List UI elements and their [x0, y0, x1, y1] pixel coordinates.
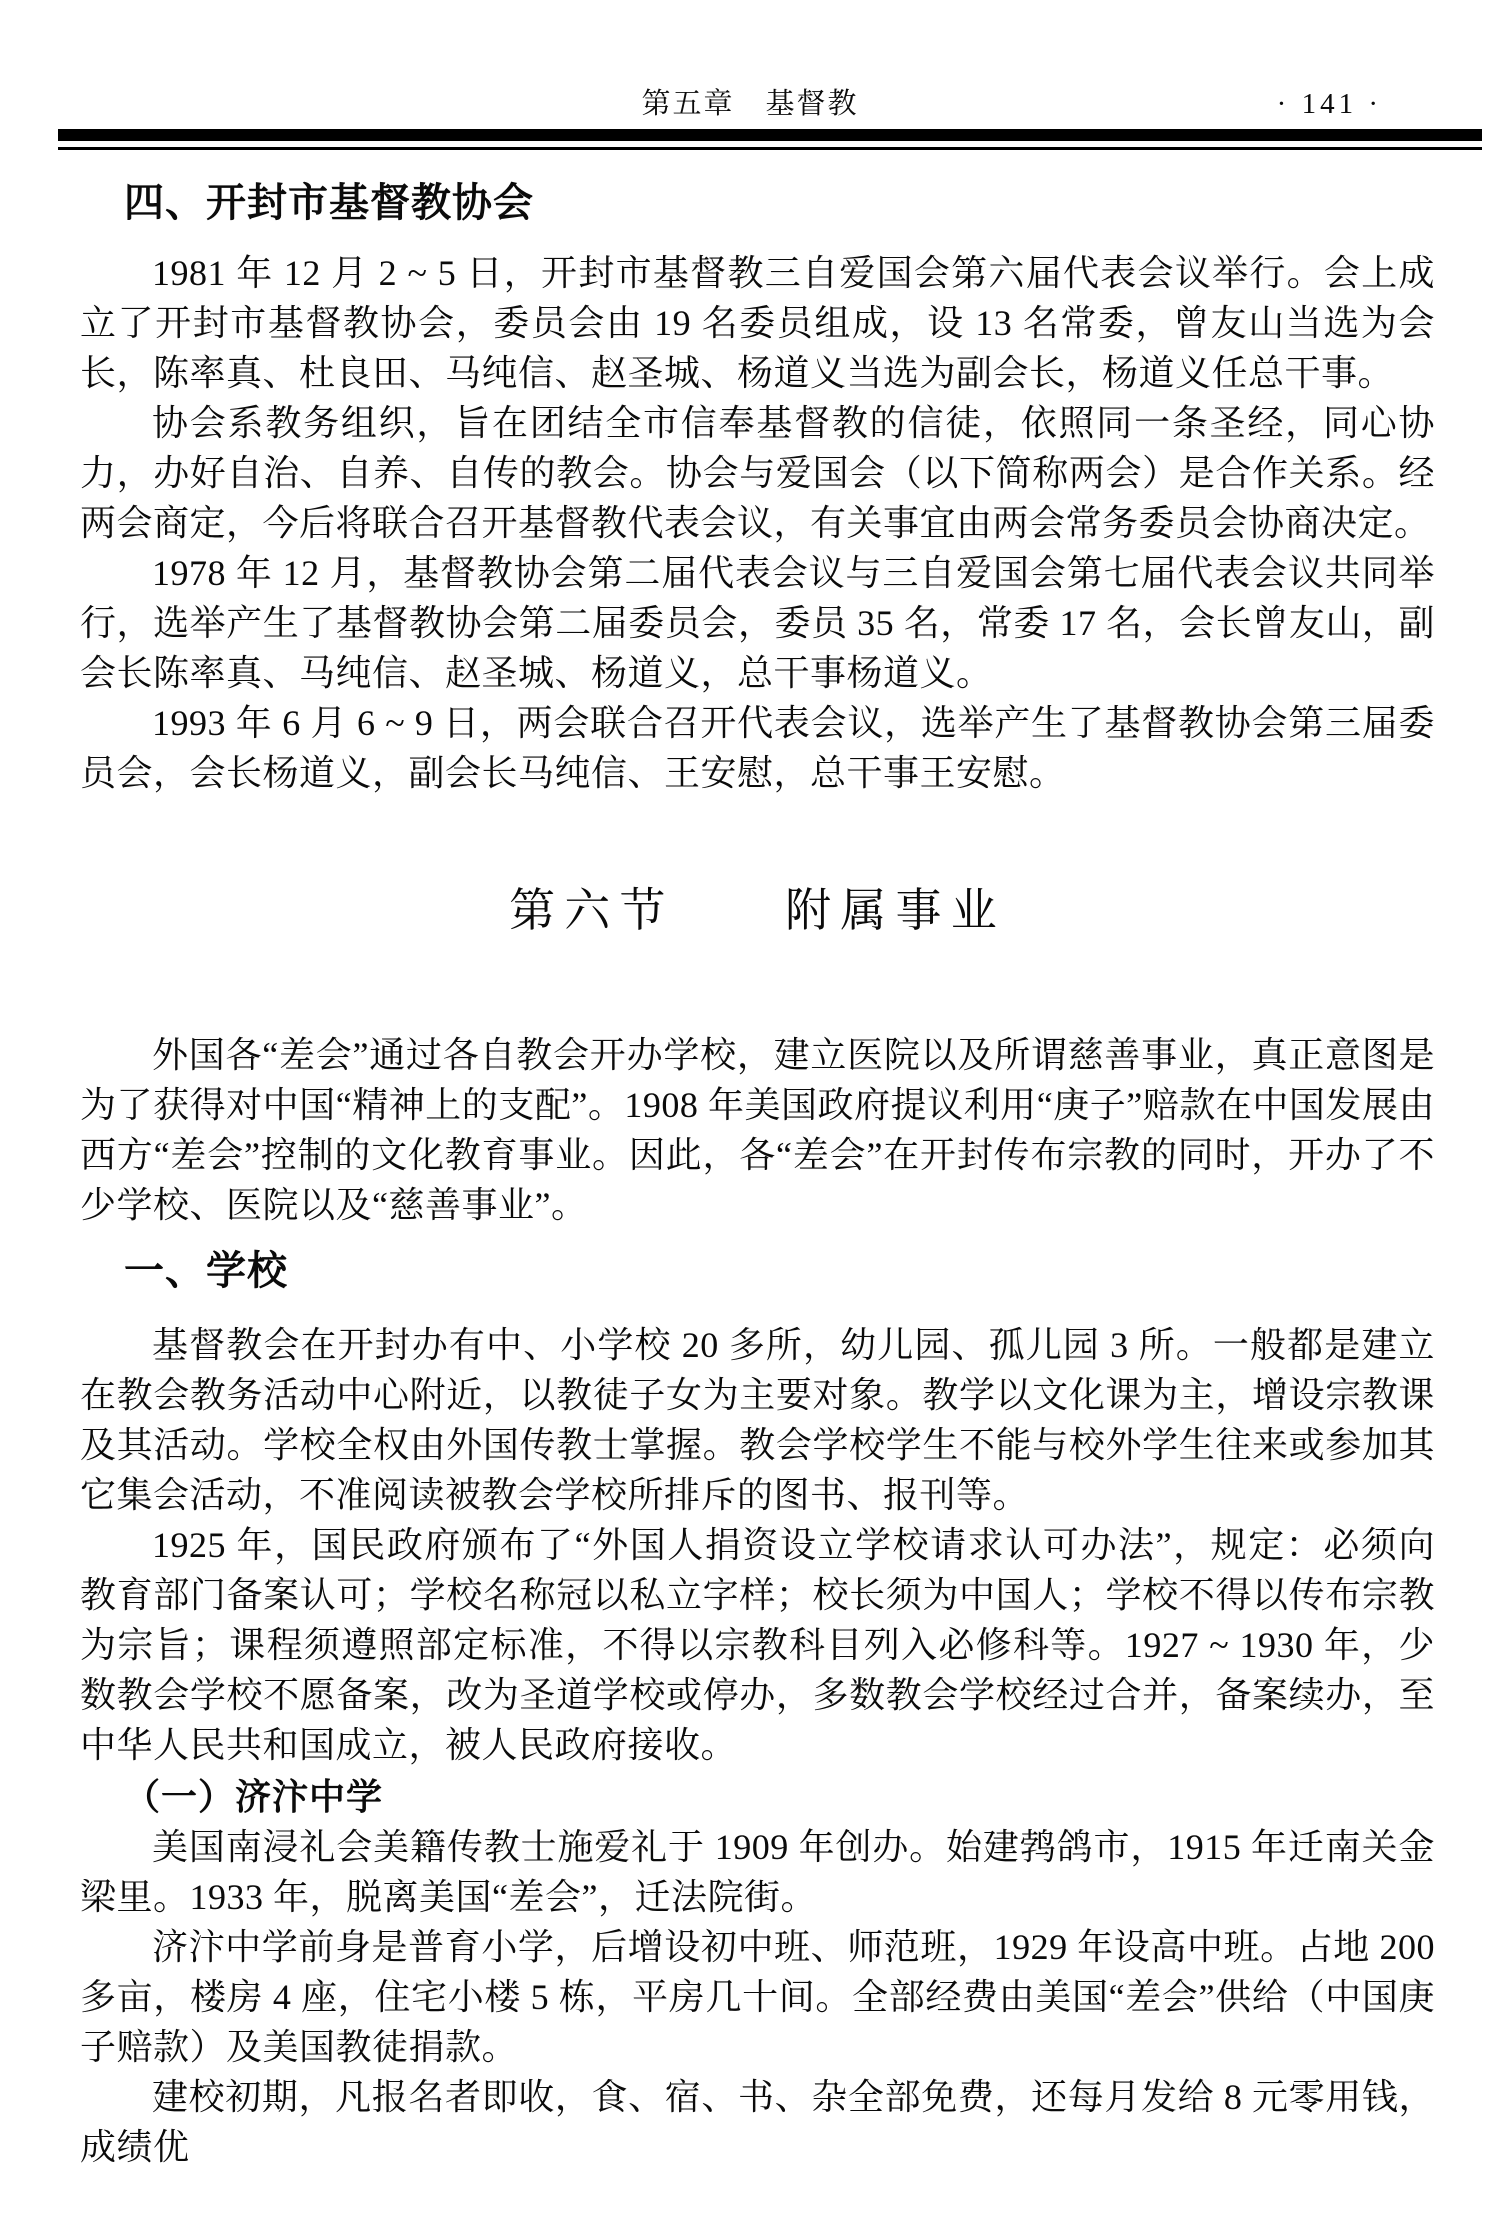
chapter-title: 第五章 基督教 [641, 88, 859, 120]
section-heading-kaifeng-christian-association: 四、开封市基督教协会 [124, 181, 534, 225]
page-number: · 141 · [1276, 88, 1382, 120]
paragraph: 建校初期，凡报名者即收，食、宿、书、杂全部免费，还每月发给 8 元零用钱，成绩优 [80, 2077, 1435, 2167]
page-body [80, 180, 1435, 2172]
paragraph: 美国南浸礼会美籍传教士施爱礼于 1909 年创办。始建鹁鸽市，1915 年迁南关金梁里。1933 年，脱离美国“差会”，迁法院街。 [80, 1827, 1435, 1917]
running-header [0, 86, 1500, 122]
subsection-heading-schools: 一、学校 [124, 1249, 288, 1293]
paragraph: 1981 年 12 月 2 ~ 5 日，开封市基督教三自爱国会第六届代表会议举行。会上成立了开封市基督教协会，委员会由 19 名委员组成，设 13 名常委，曾友山当选为会长，陈率真、杜良田、马纯信、赵圣城、杨道义当选为副会长，杨道义任总干事。 [80, 253, 1435, 393]
header-rule-thin [58, 147, 1482, 150]
section-title-affiliated-undertakings: 第六节 附属事业 [509, 885, 1006, 936]
paragraph: 1993 年 6 月 6 ~ 9 日，两会联合召开代表会议，选举产生了基督教协会第三届委员会，会长杨道义，副会长马纯信、王安慰，总干事王安慰。 [80, 703, 1435, 793]
paragraph: 1978 年 12 月，基督教协会第二届代表会议与三自爱国会第七届代表会议共同举行，选举产生了基督教协会第二届委员会，委员 35 名，常委 17 名，会长曾友山，副会长陈率真、马纯信、赵圣城、杨道义，总干事杨道义。 [80, 553, 1435, 693]
paragraph: 协会系教务组织，旨在团结全市信奉基督教的信徒，依照同一条圣经，同心协力，办好自治、自养、自传的教会。协会与爱国会（以下简称两会）是合作关系。经两会商定，今后将联合召开基督教代表会议，有关事宜由两会常务委员会协商决定。 [80, 403, 1435, 543]
paragraph: 基督教会在开封办有中、小学校 20 多所，幼儿园、孤儿园 3 所。一般都是建立在教会教务活动中心附近，以教徒子女为主要对象。教学以文化课为主，增设宗教课及其活动。学校全权由外国传教士掌握。教会学校学生不能与校外学生往来或参加其它集会活动，不准阅读被教会学校所排斥的图书、报刊等。 [80, 1325, 1435, 1515]
paragraph: 外国各“差会”通过各自教会开办学校，建立医院以及所谓慈善事业，真正意图是为了获得对中国“精神上的支配”。1908 年美国政府提议利用“庚子”赔款在中国发展由西方“差会”控制的文化教育事业。因此，各“差会”在开封传布宗教的同时，开办了不少学校、医院以及“慈善事业”。 [80, 1035, 1435, 1225]
sub-subsection-heading-jibian-middle-school: （一）济汴中学 [124, 1776, 384, 1817]
paragraph: 济汴中学前身是普育小学，后增设初中班、师范班，1929 年设高中班。占地 200 多亩，楼房 4 座，住宅小楼 5 栋，平房几十间。全部经费由美国“差会”供给（中国庚子赔款）及美国教徒捐款。 [80, 1927, 1435, 2067]
paragraph: 1925 年，国民政府颁布了“外国人捐资设立学校请求认可办法”，规定：必须向教育部门备案认可；学校名称冠以私立字样；校长须为中国人；学校不得以传布宗教为宗旨；课程须遵照部定标准，不得以宗教科目列入必修科等。1927 ~ 1930 年，少数教会学校不愿备案，改为圣道学校或停办，多数教会学校经过合并，备案续办，至中华人民共和国成立，被人民政府接收。 [80, 1525, 1435, 1765]
header-rule-thick [58, 129, 1482, 141]
